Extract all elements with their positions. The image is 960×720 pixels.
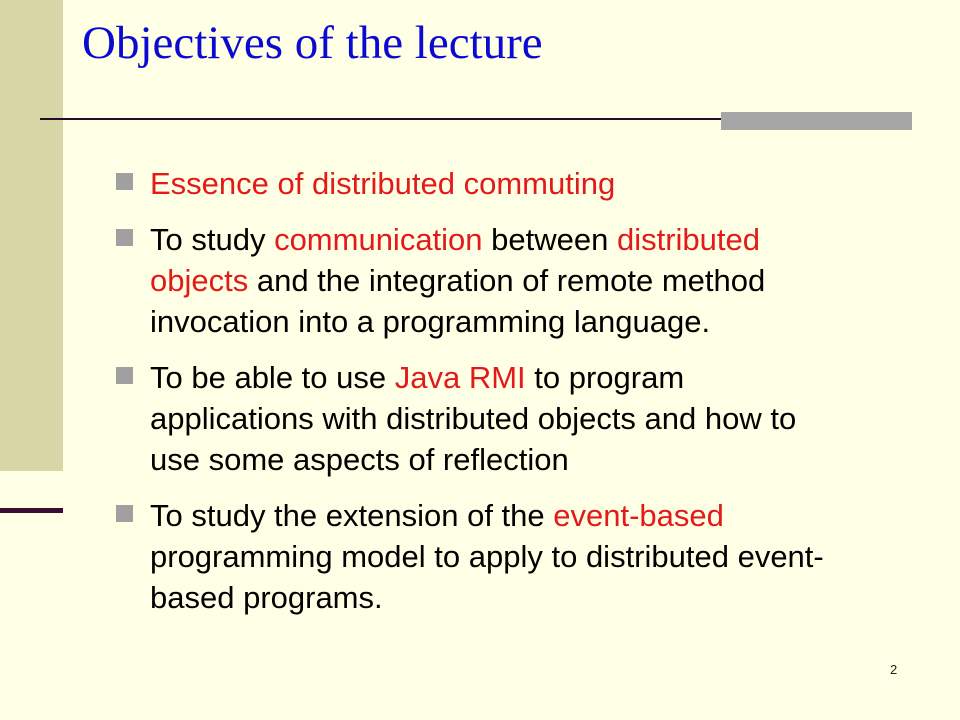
title-divider-block bbox=[721, 112, 912, 130]
highlighted-text: distributed objects bbox=[150, 222, 761, 298]
bullet-square-icon bbox=[116, 505, 133, 522]
bullet-text: programming model to apply to distributed event-based programs. bbox=[150, 539, 824, 615]
bullet-text: between bbox=[482, 222, 617, 257]
page-number: 2 bbox=[890, 662, 898, 677]
bullet-text: To be able to use bbox=[150, 360, 395, 395]
bullet-square-icon bbox=[116, 229, 133, 246]
highlighted-text: event-based bbox=[553, 498, 724, 533]
bullet-text: and the integration of remote method invocation into a programming language. bbox=[150, 263, 766, 339]
bullet-item bbox=[116, 219, 836, 342]
highlighted-text: communication bbox=[274, 222, 483, 257]
slide-title: Objectives of the lecture bbox=[82, 17, 543, 69]
bullet-item bbox=[116, 357, 836, 480]
bullet-text: to program applications with distributed objects and how to use some aspects of reflection bbox=[150, 360, 797, 477]
bullet-square-icon bbox=[116, 367, 133, 384]
left-accent-bar bbox=[0, 508, 63, 513]
bullet-text: To study the extension of the bbox=[150, 498, 554, 533]
bullet-square-icon bbox=[116, 173, 133, 190]
highlighted-text: Essence of distributed commuting bbox=[150, 166, 616, 201]
bullet-text: To study bbox=[150, 222, 275, 257]
objectives-list bbox=[116, 163, 836, 618]
left-decorative-band bbox=[0, 0, 63, 471]
bullet-item bbox=[116, 163, 836, 204]
highlighted-text: Java RMI bbox=[394, 360, 526, 395]
bullet-item bbox=[116, 495, 836, 618]
